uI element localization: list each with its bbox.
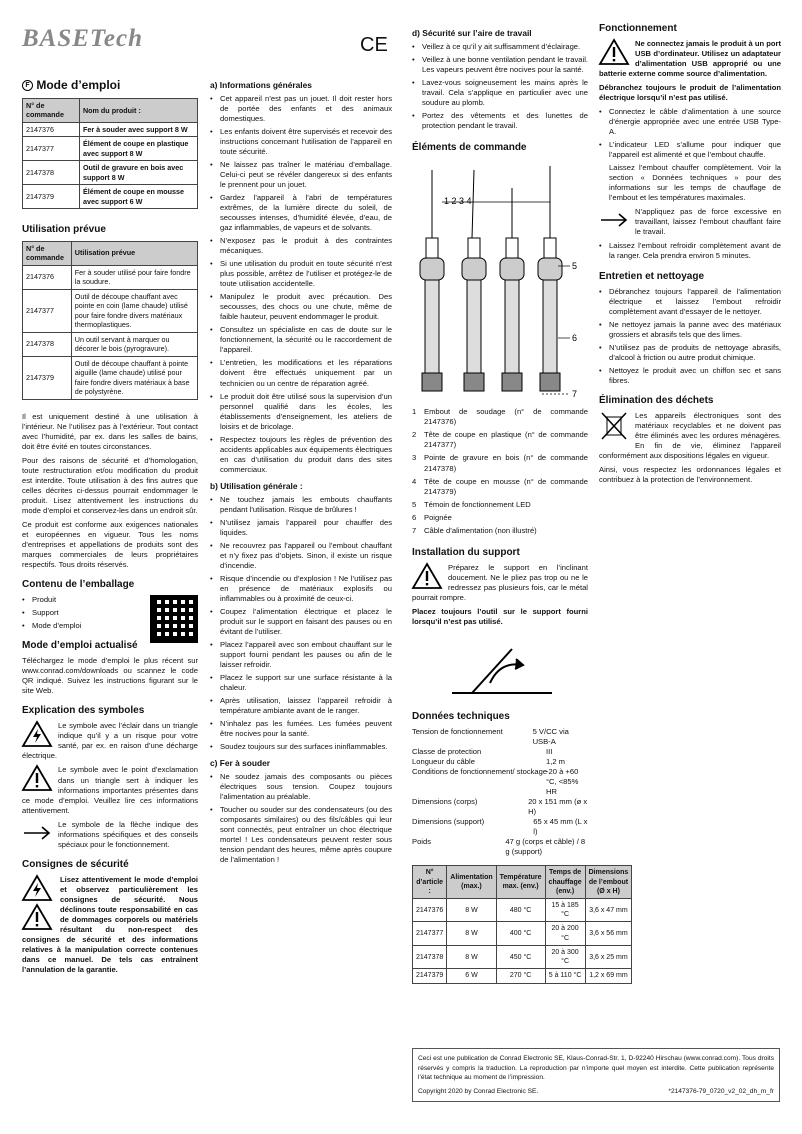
elem-item: [412, 513, 588, 523]
f-item: • L’indicateur LED s’allume pour indiquer que l’appareil est alimenté et que l’embout chauffe.: [599, 140, 781, 160]
c-item: • Toucher ou souder sur des condensateurs (ou des composants similaires) ou des fils/câbles qui leur sont connectés, peut entraîner un choc électrique mortel ! Les condensateurs peuvent rester sous tension pendant des heures, même après coupure de l’alimentation !: [210, 805, 392, 865]
spec-cell: 270 °C: [496, 969, 545, 983]
use-row: [23, 356, 198, 399]
pkg-item: • Support: [22, 608, 198, 618]
b-item: • Après utilisation, laissez l’appareil refroidir à température ambiante avant de le ranger.: [210, 696, 392, 716]
f-last: • Laissez l’embout refroidir complètement avant de la ranger. Cela prendra environ 5 minutes.: [599, 241, 781, 261]
elem-list: [412, 407, 588, 535]
use-cell: Fer à souder utilisé pour faire fondre la soudure.: [71, 265, 197, 289]
tech-key: Longueur du câble: [412, 757, 475, 767]
use-cell: 2147377: [23, 289, 72, 332]
b-title: b) Utilisation générale :: [210, 480, 303, 491]
spec-cell: 8 W: [447, 945, 496, 968]
tech-key: Poids: [412, 837, 431, 847]
product-header: [23, 98, 198, 122]
elem-num: 5: [412, 499, 417, 509]
spec-th: N° d’article :: [413, 866, 447, 899]
w2-text: Ainsi, vous respectez les ordonnances légales et contribuez à la protection de l’environnement.: [599, 465, 781, 485]
exclamation-triangle-icon-3: [412, 563, 442, 589]
e-list: [599, 287, 781, 386]
f-p: Laissez l’embout chauffer complètement. Voir la section « Données techniques » pour des informations sur les temps de chauffage de l’embout et les températures maximales.: [609, 163, 781, 203]
spec-row: [413, 898, 632, 921]
d-item: • Portez des vêtements et des lunettes de protection pendant le travail.: [412, 111, 588, 131]
footer: [412, 1048, 780, 1102]
e-item: • Débranchez toujours l’appareil de l’alimentation électrique et laissez l’embout refroidir complètement avant d’essayer de le nettoyer.: [599, 287, 781, 317]
use-cell: 2147376: [23, 265, 72, 289]
a-list: [210, 94, 392, 475]
spec-cell: 3,6 x 56 mm: [585, 922, 632, 945]
elem-item: [412, 526, 588, 536]
exclamation-triangle-icon-4: [599, 39, 629, 65]
product-row: [23, 122, 198, 137]
use-cell: 2147379: [23, 356, 72, 399]
tool-4: [538, 166, 562, 391]
elem-item: [412, 430, 588, 450]
f-arrow: N’appliquez pas de force excessive en travaillant, laissez l’embout chauffant faire le travail.: [635, 207, 781, 237]
use-cell: Outil de découpe chauffant avec pointe en coin (lame chaude) utilisé pour faire fondre divers matériaux thermoplastiques.: [71, 289, 197, 332]
tools-illustration: [412, 158, 588, 398]
use-row: [23, 265, 198, 289]
spec-cell: 15 à 185 °C: [545, 898, 585, 921]
tech-row: [412, 757, 588, 767]
spec-cell: 2147378: [413, 945, 447, 968]
d-item: • Veillez à une bonne ventilation pendant le travail. Les vapeurs peuvent être nocives pour la santé.: [412, 55, 588, 75]
f-warn2: Débranchez toujours le produit de l’alimentation électrique lorsqu’il n’est pas utilisé.: [599, 83, 781, 103]
f-list: [599, 107, 781, 160]
b-item: • Placez l’appareil avec son embout chauffant sur le support fourni pendant les pauses ou afin de le laisser refroidir.: [210, 640, 392, 670]
stand-illustration: [412, 631, 588, 701]
tool-3: [500, 188, 524, 391]
w-title: Élimination des déchets: [599, 394, 714, 406]
c-item: • Ne soudez jamais des composants ou pièces électriques sous tension. Coupez toujours l’alimentation au préalable.: [210, 772, 392, 802]
upd-text: Téléchargez le mode d’emploi le plus récent sur www.conrad.com/downloads ou scannez le code QR indiqué. Suivez les instructions figurant sur le site Web.: [22, 656, 198, 696]
product-cell: Fer à souder avec support 8 W: [79, 122, 197, 137]
d-item: • Lavez-vous soigneusement les mains après le travail. Cela s’applique en particulier avec une soudure au plomb.: [412, 78, 588, 108]
callout-tips: 1 2 3 4: [444, 196, 472, 207]
use-th: Utilisation prévue: [71, 241, 197, 265]
tech-title: Données techniques: [412, 710, 510, 722]
safe-text: Lisez attentivement le mode d’emploi et observez particulièrement les consignes de sécurité. Nous déclinons toute responsabilité en cas de dommages corporels ou matériels résultant du non-respect des consignes de sécurité et des informations relatives à la manipulation correcte contenues dans ce manuel. De tels cas entraînent l’annulation de la garantie.: [22, 874, 198, 974]
elem-text: Câble d’alimentation (non illustré): [424, 525, 537, 535]
tech-key: Classe de protection: [412, 747, 482, 757]
lightning-triangle-icon-2: [22, 875, 52, 901]
elem-num: 1: [412, 407, 417, 417]
b-list: [210, 495, 392, 752]
page-title: F Mode d’emploi: [22, 78, 198, 94]
elem-num: 7: [412, 525, 417, 535]
tech-key: Conditions de fonctionnement/ stockage: [412, 767, 548, 777]
spec-cell: 1,2 x 69 mm: [585, 969, 632, 983]
tech-row: [412, 817, 588, 837]
b-item: • N’inhalez pas les fumées. Les fumées peuvent être nocives pour la santé.: [210, 719, 392, 739]
tech-val: 1,2 m: [546, 757, 565, 767]
tech-row: [412, 747, 588, 757]
elem-text: Témoin de fonctionnement LED: [424, 499, 531, 509]
spec-row: [413, 945, 632, 968]
spec-cell: 3,6 x 47 mm: [585, 898, 632, 921]
elem-num: 6: [412, 512, 417, 522]
use-cell: Outil de découpe chauffant à pointe aiguille (lame chaude) utilisé pour faire fondre divers matériaux à base de polystyrène.: [71, 356, 197, 399]
product-th: Nom du produit :: [79, 98, 197, 122]
elem-item: [412, 500, 588, 510]
a-item: • N’exposez pas le produit à des contraintes mécaniques.: [210, 236, 392, 256]
tech-key: Tension de fonctionnement: [412, 727, 503, 737]
tech-val: 20 x 151 mm (ø x H): [528, 797, 588, 817]
a-item: • Respectez toujours les règles de prévention des accidents applicables aux équipements électriques en cas d’utilisation du produit dans des sites commerciaux.: [210, 435, 392, 475]
b-item: • Risque d’incendie ou d’explosion ! Ne l’utilisez pas en présence de matériaux explosifs ou inflammables ou à proximité de ceux-ci.: [210, 574, 392, 604]
c-list: [210, 772, 392, 865]
spec-cell: 2147379: [413, 969, 447, 983]
arrow-right-icon-2: [599, 207, 629, 233]
callout-6: 6: [572, 333, 578, 344]
spec-cell: 5 à 110 °C: [545, 969, 585, 983]
elem-text: Embout de soudage (n° de commande 2147376): [424, 407, 588, 427]
b-item: • N’utilisez jamais l’appareil pour chauffer des liquides.: [210, 518, 392, 538]
callout-7: 7: [572, 389, 578, 400]
a-item: • Les enfants doivent être supervisés et recevoir des instructions concernant l’utilisation de l’appareil en toute sécurité.: [210, 127, 392, 157]
column-3: [412, 22, 629, 984]
sym-title: Explication des symboles: [22, 705, 145, 717]
b-item: • Soudez toujours sur des surfaces ininflammables.: [210, 742, 392, 752]
use-cell: Un outil servant à marquer ou décorer le bois (pyrogravure).: [71, 332, 197, 356]
tech-key: Dimensions (corps): [412, 797, 478, 807]
use-header: [23, 241, 198, 265]
e-item: • Nettoyez le produit avec un chiffon sec et sans fibres.: [599, 366, 781, 386]
pkg-item: • Mode d’emploi: [22, 621, 198, 631]
elem-num: 2: [412, 430, 417, 440]
product-cell: 2147379: [23, 185, 80, 209]
column-1: [22, 78, 198, 979]
spec-cell: 450 °C: [496, 945, 545, 968]
product-cell: Élément de coupe en plastique avec support 8 W: [79, 137, 197, 161]
use-p3: Ce produit est conforme aux exigences nationales et européennes en vigueur. Tous les noms d’entreprises et appellations de produits sont des marques commerciales de leurs propriétaires respectifs. Tous droits réservés.: [22, 519, 198, 569]
product-row: [23, 185, 198, 209]
use-table: [22, 241, 198, 400]
elem-title: Éléments de commande: [412, 142, 527, 154]
a-item: • Cet appareil n’est pas un jouet. Il doit rester hors de portée des enfants et des animaux domestiques.: [210, 94, 392, 124]
elem-text: Pointe de gravure en bois (n° de commande 2147378): [424, 453, 588, 473]
a-item: • L’entretien, les modifications et les réparations doivent être effectués uniquement par un technicien ou un centre de réparation agréé.: [210, 358, 392, 388]
crossed-bin-icon: [599, 411, 629, 441]
tech-val: -20 à +60 °C, <85% HR: [546, 767, 579, 797]
spec-th: Dimensions de l’embout (Ø x H): [585, 866, 632, 899]
product-cell: 2147376: [23, 122, 80, 137]
column-4: [599, 22, 781, 489]
inst-bold: Placez toujours l’outil sur le support fourni lorsqu’il n’est pas utilisé.: [412, 606, 588, 626]
e-item: • Ne nettoyez jamais la panne avec des matériaux grossiers et abrasifs tels que des limes.: [599, 320, 781, 340]
b-item: • Placez le support sur une surface résistante à la chaleur.: [210, 673, 392, 693]
elem-text: Poignée: [424, 512, 452, 522]
tech-val: 5 V/CC via USB-A: [532, 727, 569, 747]
product-cell: Élément de coupe en mousse avec support 6 W: [79, 185, 197, 209]
product-th: N° de commande: [23, 98, 80, 122]
elem-num: 4: [412, 476, 417, 486]
a-item: • Manipulez le produit avec précaution. Des secousses, des chocs ou une chute, même de faible hauteur, peuvent endommager le produit.: [210, 292, 392, 322]
tech-val: III: [546, 747, 553, 757]
elem-text: Tête de coupe en plastique (n° de commande 2147377): [424, 430, 588, 450]
elem-item: [412, 407, 588, 427]
ce-mark: CE: [360, 34, 388, 56]
safe-title: Consignes de sécurité: [22, 858, 129, 870]
a-item: • Si une utilisation du produit en toute sécurité n’est plus possible, arrêtez de l’utiliser et protégez-le de toute utilisation accidentelle.: [210, 259, 392, 289]
product-row: [23, 137, 198, 161]
a-item: • Consultez un spécialiste en cas de doute sur le fonctionnement, la sécurité ou le raccordement de l’appareil.: [210, 325, 392, 355]
spec-header: [413, 866, 632, 899]
lightning-triangle-icon: [22, 721, 52, 747]
elem-item: [412, 477, 588, 497]
lang-badge: F: [22, 80, 33, 91]
spec-cell: 480 °C: [496, 898, 545, 921]
elem-num: 3: [412, 453, 417, 463]
spec-cell: 20 à 200 °C: [545, 922, 585, 945]
use-row: [23, 332, 198, 356]
spec-cell: 3,6 x 25 mm: [585, 945, 632, 968]
inst-title: Installation du support: [412, 546, 520, 558]
callout-5: 5: [572, 261, 578, 272]
spec-cell: 8 W: [447, 922, 496, 945]
b-item: • Ne touchez jamais les embouts chauffants pendant l’utilisation. Risque de brûlures !: [210, 495, 392, 515]
spec-th: Température max. (env.): [496, 866, 545, 899]
pkg-title: Contenu de l’emballage: [22, 578, 135, 590]
elem-text: Tête de coupe en mousse (n° de commande 2147379): [424, 476, 588, 496]
spec-th: Alimentation (max.): [447, 866, 496, 899]
elem-item: [412, 453, 588, 473]
spec-th: Temps de chauffage (env.): [545, 866, 585, 899]
a-item: • Le produit doit être utilisé sous la supervision d’un personnel qualifié dans les écoles, les établissements d’enseignement, les ateliers de loisirs et de bricolage.: [210, 392, 392, 432]
inst-text: Préparez le support en l’inclinant doucement. Ne le pliez pas trop ou ne le redressez pas plusieurs fois, car le métal pourrait rompre.: [412, 562, 588, 602]
tech-key: Dimensions (support): [412, 817, 485, 827]
e-item: • N’utilisez pas de produits de nettoyage abrasifs, d’alcool à friction ou autre produit chimique.: [599, 343, 781, 363]
d-title: d) Sécurité sur l’aire de travail: [412, 28, 532, 38]
spec-cell: 6 W: [447, 969, 496, 983]
use-p2: Pour des raisons de sécurité et d’homologation, toute restructuration et/ou modification du produit est interdite. Toute utilisation à des fins autres que celles décrites ci-dessus pourrait endommager le produit. Lisez attentivement les instructions du mode d’emploi et conservez-les dans un endroit sûr.: [22, 455, 198, 515]
footer-text: Ceci est une publication de Conrad Electronic SE, Klaus-Conrad-Str. 1, D-92240 Hirschau (www.conrad.com). Tous droits réservés y compris la traduction. La reproduction par n’importe quel moyen est interdite. Cette publication représente l’état technique au moment de l’impression.: [418, 1055, 774, 1082]
w1-text: Les appareils électroniques sont des matériaux recyclables et ne doivent pas être éliminés avec les ordures ménagères. En fin de vie, éliminez l’appareil conformément aux dispositions légales en vigueur.: [599, 411, 781, 461]
tech-list: [412, 727, 588, 857]
sym3-text: Le symbole de la flèche indique des informations spécifiques et des conseils spéciaux pour le fonctionnement.: [58, 819, 198, 849]
product-cell: 2147378: [23, 161, 80, 185]
tech-row: [412, 837, 588, 857]
sym1-text: Le symbole avec l’éclair dans un triangle indique qu’il y a un risque pour votre santé, par ex. en raison d’une décharge électrique.: [22, 721, 198, 761]
spec-row: [413, 922, 632, 945]
use-p1: Il est uniquement destiné à une utilisation à l’intérieur. Ne l’utilisez pas à l’extérieur. Tout contact avec l’humidité, par ex. dans les salles de bains, doit être évité en toutes circonstances.: [22, 411, 198, 451]
a-title: a) Informations générales: [210, 80, 312, 90]
spec-row: [413, 969, 632, 983]
use-row: [23, 289, 198, 332]
use-cell: 2147378: [23, 332, 72, 356]
d-list: [412, 42, 588, 131]
tech-row: [412, 797, 588, 817]
exclamation-triangle-icon: [22, 765, 52, 791]
exclamation-triangle-icon-2: [22, 904, 52, 930]
tool-1: [420, 170, 444, 391]
brand-logo: BASETech: [22, 25, 144, 52]
footer-copy: Copyright 2020 by Conrad Electronic SE.: [418, 1087, 539, 1095]
pkg-list: [22, 595, 198, 631]
spec-cell: 400 °C: [496, 922, 545, 945]
spec-cell: 2147376: [413, 898, 447, 921]
arrow-right-icon: [22, 820, 52, 846]
product-cell: Outil de gravure en bois avec support 8 W: [79, 161, 197, 185]
f-title: Fonctionnement: [599, 23, 677, 34]
footer-version: *2147376-79_0720_v2_02_dh_m_fr: [668, 1087, 774, 1095]
use-title: Utilisation prévue: [22, 224, 106, 236]
pkg-item: • Produit: [22, 595, 198, 605]
sym2-text: Le symbole avec le point d’exclamation dans un triangle sert à indiquer les informations importantes présentes dans ce mode d’emploi. Veuillez lire ces informations attentivement.: [22, 765, 198, 815]
tech-row: [412, 727, 588, 747]
product-table: [22, 98, 198, 210]
product-row: [23, 161, 198, 185]
f-item: • Connectez le câble d’alimentation à une source d’énergie appropriée avec une entrée USB Type-A.: [599, 107, 781, 137]
spec-table: [412, 865, 632, 983]
a-item: • Gardez l’appareil à l’abri de températures extrêmes, de la lumière directe du soleil, de secousses intenses, d’humidité élevée, d’eau, de gaz inflammables, de vapeurs et de solvants.: [210, 193, 392, 233]
use-th: N° de commande: [23, 241, 72, 265]
product-cell: 2147377: [23, 137, 80, 161]
c-title: c) Fer à souder: [210, 758, 271, 769]
tech-row: [412, 767, 588, 797]
upd-title: Mode d’emploi actualisé: [22, 639, 138, 651]
spec-cell: 2147377: [413, 922, 447, 945]
spec-cell: 20 à 300 °C: [545, 945, 585, 968]
spec-cell: 8 W: [447, 898, 496, 921]
a-item: • Ne laissez pas traîner le matériau d’emballage. Celui-ci peut se révéler dangereux si des enfants le prennent pour un jouet.: [210, 160, 392, 190]
column-2: [210, 74, 392, 868]
b-item: • Coupez l’alimentation électrique et placez le produit sur le support en faisant des pauses ou en évitant de l’utiliser.: [210, 607, 392, 637]
tech-val: 65 x 45 mm (L x l): [533, 817, 588, 837]
b-item: • Ne recouvrez pas l’appareil ou l’embout chauffant et n’y fixez pas d’objets. Sinon, il existe un risque d’incendie.: [210, 541, 392, 571]
e-title: Entretien et nettoyage: [599, 270, 705, 282]
f-warn1: Ne connectez jamais le produit à un port USB d’ordinateur. Utilisez un adaptateur d’alimentation USB approprié ou une batterie externe comme source d’alimentation.: [599, 39, 781, 79]
d-item: • Veillez à ce qu’il y ait suffisamment d’éclairage.: [412, 42, 588, 52]
tech-val: 47 g (corps et câble) / 8 g (support): [505, 837, 586, 857]
